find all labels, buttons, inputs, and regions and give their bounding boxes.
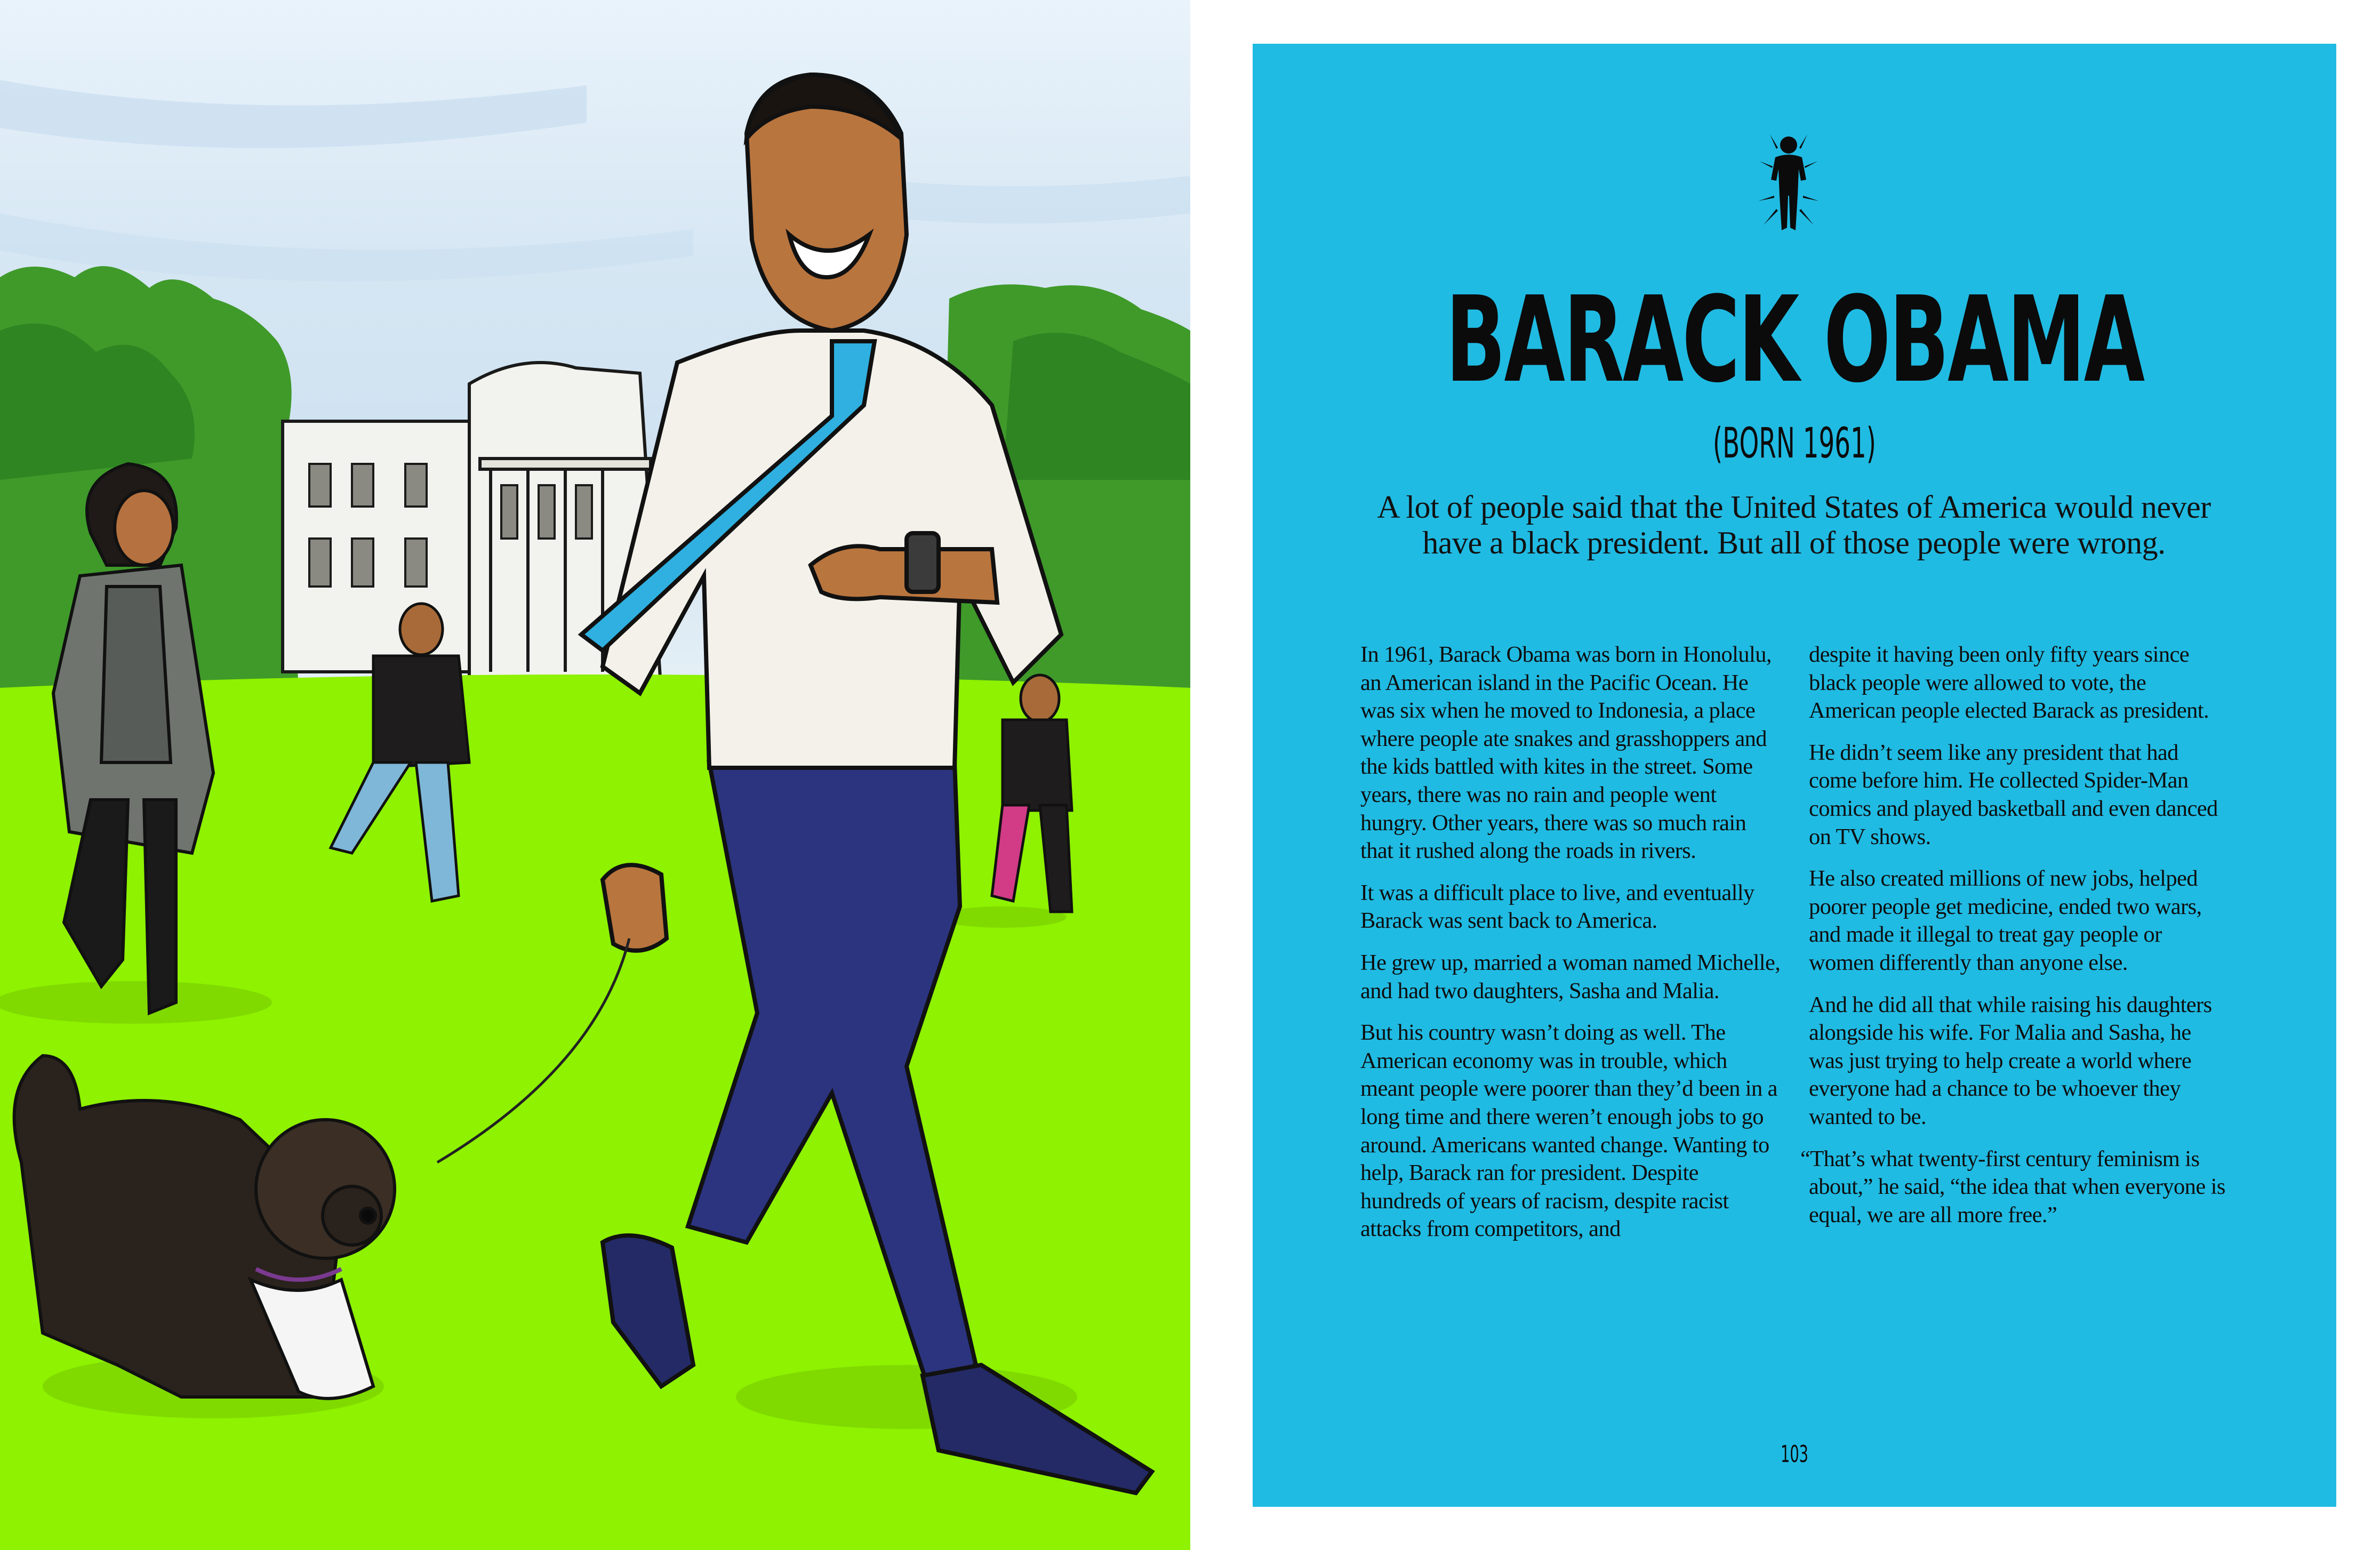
paragraph: He also created millions of new jobs, helped poorer people get medicine, ended two wars, and made it illegal to treat gay people or women differently than anyone else. [1809, 866, 2202, 975]
text-column-left [1360, 641, 1782, 1257]
biography-panel [1253, 44, 2336, 1507]
paragraph: But his country wasn’t doing as well. The American economy was in trouble, which meant people were poorer than they’d been in a long time and there weren’t enough jobs to go around. Americans wanted change. Wanting to help, Barack ran for president. Despite hundreds of years of racism, despite racist attacks from competitors, and [1360, 1020, 1777, 1242]
paragraph: In 1961, Barack Obama was born in Honolulu, an American island in the Pacific Ocean. He was six when he moved to Indonesia, a place where people ate snakes and grasshoppers and the kids battled with kites in the street. Some years, there was no rain and people went hungry. Other years, there was so much rain that it rushed along the roads in rivers. [1360, 642, 1772, 864]
paragraph: And he did all that while raising his daughters alongside his wife. For Malia and Sasha, he was just trying to help create a world where everyone had a chance to be whoever they wanted to be. [1809, 992, 2212, 1129]
page-title: BARACK OBAMA [1445, 271, 2144, 409]
paragraph: He didn’t seem like any president that had come before him. He collected Spider-Man comics and played basketball and even danced on TV shows. [1809, 740, 2218, 849]
quote-paragraph: “That’s what twenty-first century feminism is about,” he said, “the idea that when everyone is equal, we are all more free.” [1800, 1146, 2225, 1227]
hero-silhouette-icon [1759, 132, 1818, 238]
page-number: 103 [1780, 1441, 1809, 1468]
lede-paragraph: A lot of people said that the United States of America would never have a black president. But all of those people were wrong. [1377, 489, 2211, 560]
paragraph: He grew up, married a woman named Michelle, and had two daughters, Sasha and Malia. [1360, 950, 1781, 1003]
paragraph: despite it having been only fifty years since black people were allowed to vote, the American people elected Barack as president. [1809, 642, 2209, 724]
birth-year-subtitle: (BORN 1961) [1712, 420, 1877, 468]
paragraph: It was a difficult place to live, and eventually Barack was sent back to America. [1360, 880, 1754, 934]
text-column-right [1800, 641, 2230, 1243]
